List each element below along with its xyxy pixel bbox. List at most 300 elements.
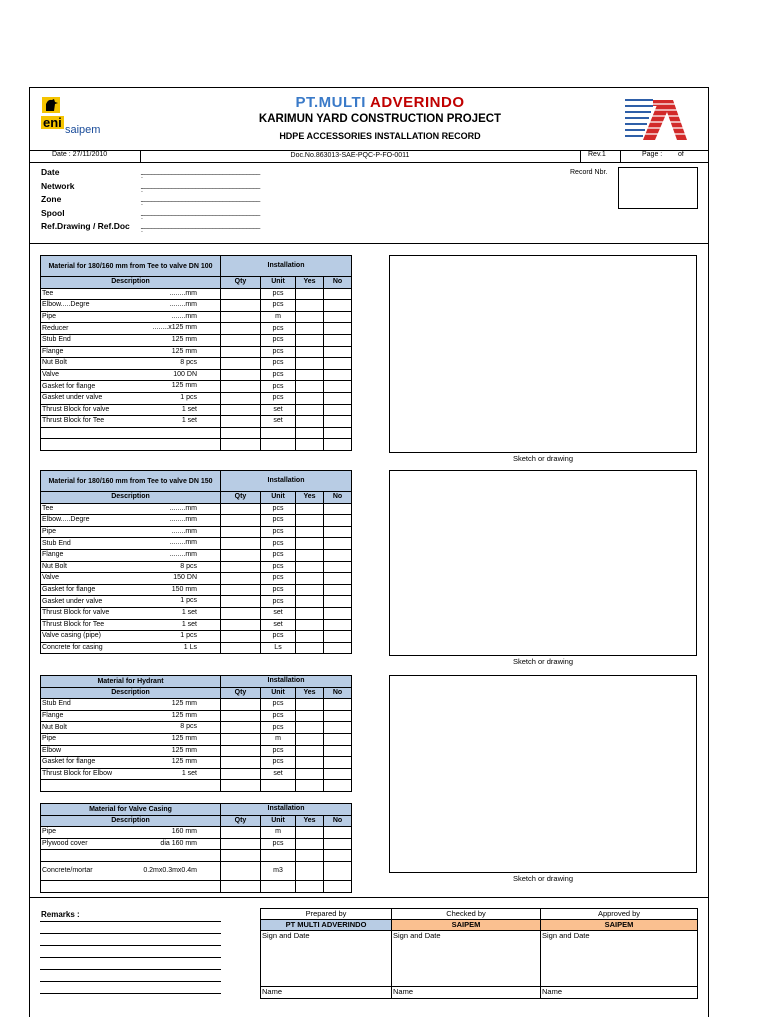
table-row — [41, 526, 352, 538]
qty-cell[interactable] — [221, 538, 261, 550]
qty-cell[interactable] — [221, 300, 261, 312]
no-cell[interactable] — [324, 573, 352, 585]
project-title: KARIMUN YARD CONSTRUCTION PROJECT — [258, 113, 502, 125]
qty-cell[interactable] — [221, 619, 261, 631]
item-description: Stub End — [42, 336, 71, 344]
no-cell[interactable] — [324, 392, 352, 404]
no-cell[interactable] — [324, 850, 352, 862]
date-cell: Date : 27/11/2010 — [52, 151, 108, 158]
no-cell[interactable] — [324, 861, 352, 880]
info-spool-field[interactable] — [141, 206, 260, 221]
company-title — [140, 94, 620, 111]
info-labels — [41, 167, 130, 235]
table-row — [41, 300, 352, 312]
table-row — [41, 416, 352, 428]
unit-cell: pcs — [261, 346, 296, 358]
yes-cell[interactable] — [296, 745, 324, 757]
item-size: 125 mm — [171, 700, 197, 708]
table-row — [41, 584, 352, 596]
column-header-yes: Yes — [296, 277, 324, 289]
table-row — [41, 757, 352, 769]
qty-cell[interactable] — [221, 631, 261, 643]
column-header-yes: Yes — [296, 687, 324, 699]
item-description: Flange — [42, 347, 64, 355]
item-size: ........mm — [169, 516, 197, 524]
no-cell[interactable] — [324, 526, 352, 538]
yes-cell[interactable] — [296, 596, 324, 608]
checked-by-label: Checked by — [392, 909, 541, 920]
column-header-qty: Qty — [221, 492, 261, 504]
yes-cell[interactable] — [296, 710, 324, 722]
unit-cell: pcs — [261, 757, 296, 769]
no-cell[interactable] — [324, 561, 352, 573]
qty-cell[interactable] — [221, 733, 261, 745]
qty-cell[interactable] — [221, 358, 261, 370]
no-cell[interactable] — [324, 369, 352, 381]
unit-cell: set — [261, 404, 296, 416]
approved-sign-date[interactable]: Sign and Date — [541, 931, 698, 987]
unit-cell: pcs — [261, 334, 296, 346]
prepared-sign-date[interactable]: Sign and Date — [261, 931, 392, 987]
table-title: Material for Hydrant — [41, 676, 221, 688]
yes-cell[interactable] — [296, 607, 324, 619]
item-description-cell — [41, 780, 221, 792]
item-size: 125 mm — [171, 711, 197, 719]
item-description-cell — [41, 573, 221, 585]
item-description: Gasket for flange — [42, 758, 96, 766]
colon: : — [141, 200, 143, 207]
yes-cell[interactable] — [296, 584, 324, 596]
no-cell[interactable] — [324, 381, 352, 393]
unit-cell: pcs — [261, 381, 296, 393]
qty-cell[interactable] — [221, 607, 261, 619]
company-title-first: PT.MULTI — [295, 94, 366, 111]
table-row — [41, 619, 352, 631]
signature-table — [260, 908, 698, 999]
table-row — [41, 733, 352, 745]
colon: : — [141, 173, 143, 180]
qty-cell[interactable] — [221, 850, 261, 862]
qty-cell[interactable] — [221, 561, 261, 573]
qty-cell[interactable] — [221, 584, 261, 596]
unit-cell — [261, 780, 296, 792]
item-description-cell — [41, 538, 221, 550]
sketch-box-2[interactable] — [389, 470, 697, 656]
qty-cell[interactable] — [221, 503, 261, 515]
item-description-cell — [41, 369, 221, 381]
record-nbr-label: Record Nbr. — [570, 169, 608, 176]
no-cell[interactable] — [324, 439, 352, 451]
column-header-unit: Unit — [261, 277, 296, 289]
yes-cell[interactable] — [296, 619, 324, 631]
item-description-cell — [41, 710, 221, 722]
unit-cell: pcs — [261, 710, 296, 722]
no-cell[interactable] — [324, 607, 352, 619]
yes-cell[interactable] — [296, 861, 324, 880]
item-size: 100 DN — [173, 370, 197, 378]
table-title: Material for 180/160 mm from Tee to valve DN 100 — [41, 256, 221, 277]
item-description: Gasket for flange — [42, 586, 96, 594]
item-description: Concrete/mortar — [42, 866, 93, 874]
item-description-cell — [41, 526, 221, 538]
qty-cell[interactable] — [221, 515, 261, 527]
item-size: 1 pcs — [180, 597, 197, 605]
colon: : — [141, 213, 143, 221]
yes-cell[interactable] — [296, 300, 324, 312]
yes-cell[interactable] — [296, 699, 324, 711]
table-row — [41, 699, 352, 711]
item-size: 150 mm — [171, 585, 197, 593]
unit-cell: pcs — [261, 392, 296, 404]
item-description: Elbow — [42, 746, 62, 754]
item-size: 125 mm — [171, 347, 197, 355]
no-cell[interactable] — [324, 538, 352, 550]
company-title-second: ADVERINDO — [370, 94, 465, 111]
qty-cell[interactable] — [221, 573, 261, 585]
item-description: Stub End — [42, 539, 71, 547]
installation-header: Installation — [221, 471, 352, 492]
item-size: dia 160 mm — [160, 839, 197, 847]
no-cell[interactable] — [324, 780, 352, 792]
approved-name[interactable]: Name — [541, 987, 698, 999]
approved-by-label: Approved by — [541, 909, 698, 920]
qty-cell[interactable] — [221, 722, 261, 734]
checked-name[interactable]: Name — [392, 987, 541, 999]
no-cell[interactable] — [324, 631, 352, 643]
info-ref-field[interactable] — [141, 219, 260, 234]
column-header-no: No — [324, 815, 352, 827]
material-table-dn100 — [40, 255, 352, 451]
item-size: ........mm — [169, 504, 197, 512]
colon: : — [141, 186, 143, 194]
item-description: Pipe — [42, 735, 57, 743]
item-description-cell — [41, 880, 221, 892]
unit-cell: pcs — [261, 699, 296, 711]
yes-cell[interactable] — [296, 880, 324, 892]
column-header-yes: Yes — [296, 815, 324, 827]
yes-cell[interactable] — [296, 392, 324, 404]
qty-cell[interactable] — [221, 346, 261, 358]
no-cell[interactable] — [324, 427, 352, 439]
prepared-by-label: Prepared by — [261, 909, 392, 920]
unit-cell: pcs — [261, 745, 296, 757]
page-of: of — [678, 151, 684, 158]
remarks-line[interactable] — [40, 957, 221, 958]
remarks-line[interactable] — [40, 981, 221, 982]
yes-cell[interactable] — [296, 311, 324, 323]
yes-cell[interactable] — [296, 515, 324, 527]
item-size: 1 pcs — [180, 393, 197, 401]
material-table-dn150 — [40, 470, 352, 654]
no-cell[interactable] — [324, 838, 352, 850]
no-cell[interactable] — [324, 880, 352, 892]
item-description-cell — [41, 733, 221, 745]
qty-cell[interactable] — [221, 642, 261, 654]
record-nbr-box[interactable] — [618, 167, 698, 209]
unit-cell: pcs — [261, 838, 296, 850]
qty-cell[interactable] — [221, 381, 261, 393]
underline: ___________________________________ — [141, 195, 260, 202]
yes-cell[interactable] — [296, 439, 324, 451]
no-cell[interactable] — [324, 416, 352, 428]
prepared-name[interactable]: Name — [261, 987, 392, 999]
item-description-cell — [41, 323, 221, 335]
yes-cell[interactable] — [296, 416, 324, 428]
unit-cell: set — [261, 416, 296, 428]
table-title: Material for Valve Casing — [41, 804, 221, 816]
unit-cell: pcs — [261, 631, 296, 643]
qty-cell[interactable] — [221, 404, 261, 416]
table-title: Material for 180/160 mm from Tee to valve DN 150 — [41, 471, 221, 492]
item-description: Thrust Block for Tee — [42, 620, 105, 628]
item-description-cell — [41, 503, 221, 515]
no-cell[interactable] — [324, 596, 352, 608]
table-row — [41, 861, 352, 880]
no-cell[interactable] — [324, 710, 352, 722]
column-header-description: Description — [41, 687, 221, 699]
item-size: 1 set — [181, 417, 197, 425]
item-size: .......mm — [171, 312, 197, 320]
yes-cell[interactable] — [296, 323, 324, 335]
unit-cell — [261, 427, 296, 439]
unit-cell: m — [261, 311, 296, 323]
yes-cell[interactable] — [296, 503, 324, 515]
qty-cell[interactable] — [221, 334, 261, 346]
qty-cell[interactable] — [221, 311, 261, 323]
no-cell[interactable] — [324, 515, 352, 527]
info-spool-label: Spool — [41, 207, 65, 218]
qty-cell[interactable] — [221, 861, 261, 880]
table-row — [41, 722, 352, 734]
item-description-cell — [41, 515, 221, 527]
qty-cell[interactable] — [221, 416, 261, 428]
item-description: Thrust Block for valve — [42, 405, 110, 413]
no-cell[interactable] — [324, 733, 352, 745]
no-cell[interactable] — [324, 642, 352, 654]
column-header-no: No — [324, 492, 352, 504]
remarks-line[interactable] — [40, 969, 221, 970]
item-description: Pipe — [42, 828, 57, 836]
unit-cell: set — [261, 607, 296, 619]
yes-cell[interactable] — [296, 526, 324, 538]
qty-cell[interactable] — [221, 710, 261, 722]
unit-cell: pcs — [261, 358, 296, 370]
item-description-cell — [41, 757, 221, 769]
unit-cell: set — [261, 768, 296, 780]
yes-cell[interactable] — [296, 827, 324, 839]
qty-cell[interactable] — [221, 780, 261, 792]
yes-cell[interactable] — [296, 768, 324, 780]
yes-cell[interactable] — [296, 288, 324, 300]
item-size: 150 DN — [173, 574, 197, 582]
qty-cell[interactable] — [221, 757, 261, 769]
qty-cell[interactable] — [221, 699, 261, 711]
eni-text: eni — [43, 115, 62, 130]
item-description-cell — [41, 861, 221, 880]
item-description: Elbow.....Degre — [42, 301, 90, 309]
no-cell[interactable] — [324, 699, 352, 711]
no-cell[interactable] — [324, 346, 352, 358]
checked-sign-date[interactable]: Sign and Date — [392, 931, 541, 987]
table-row — [41, 427, 352, 439]
no-cell[interactable] — [324, 404, 352, 416]
qty-cell[interactable] — [221, 439, 261, 451]
no-cell[interactable] — [324, 722, 352, 734]
unit-cell: pcs — [261, 526, 296, 538]
no-cell[interactable] — [324, 288, 352, 300]
unit-cell: pcs — [261, 503, 296, 515]
checked-company: SAIPEM — [392, 920, 541, 931]
no-cell[interactable] — [324, 757, 352, 769]
yes-cell[interactable] — [296, 358, 324, 370]
yes-cell[interactable] — [296, 381, 324, 393]
unit-cell: pcs — [261, 573, 296, 585]
sketch-box-3[interactable] — [389, 675, 697, 873]
qty-cell[interactable] — [221, 323, 261, 335]
revision: Rev.1 — [588, 151, 606, 158]
pma-logo — [623, 96, 691, 144]
yes-cell[interactable] — [296, 334, 324, 346]
remarks-line[interactable] — [40, 945, 221, 946]
qty-cell[interactable] — [221, 745, 261, 757]
qty-cell[interactable] — [221, 827, 261, 839]
yes-cell[interactable] — [296, 369, 324, 381]
info-network-field[interactable] — [141, 179, 260, 194]
qty-cell[interactable] — [221, 288, 261, 300]
no-cell[interactable] — [324, 745, 352, 757]
remarks-line[interactable] — [40, 921, 221, 922]
table-row — [41, 392, 352, 404]
qty-cell[interactable] — [221, 427, 261, 439]
item-description-cell — [41, 549, 221, 561]
item-description-cell — [41, 768, 221, 780]
unit-cell: m — [261, 827, 296, 839]
unit-cell: pcs — [261, 549, 296, 561]
unit-cell: pcs — [261, 722, 296, 734]
underline: ___________________________________ — [141, 208, 260, 216]
yes-cell[interactable] — [296, 573, 324, 585]
item-description: Flange — [42, 551, 64, 559]
yes-cell[interactable] — [296, 549, 324, 561]
table-row — [41, 607, 352, 619]
info-zone-field[interactable] — [141, 192, 260, 207]
yes-cell[interactable] — [296, 722, 324, 734]
yes-cell[interactable] — [296, 561, 324, 573]
table-row — [41, 631, 352, 643]
underline: ___________________________________ — [141, 181, 260, 189]
column-header-unit: Unit — [261, 815, 296, 827]
doc-number: Doc.No.863013-SAE-PQC-P-FO-0011 — [290, 152, 410, 159]
qty-cell[interactable] — [221, 768, 261, 780]
qty-cell[interactable] — [221, 880, 261, 892]
yes-cell[interactable] — [296, 850, 324, 862]
info-date-field[interactable] — [141, 165, 260, 180]
item-size: 1 set — [181, 769, 197, 777]
unit-cell: pcs — [261, 596, 296, 608]
unit-cell: pcs — [261, 515, 296, 527]
no-cell[interactable] — [324, 549, 352, 561]
table-row — [41, 334, 352, 346]
yes-cell[interactable] — [296, 733, 324, 745]
table-row — [41, 538, 352, 550]
info-values — [141, 165, 260, 234]
no-cell[interactable] — [324, 311, 352, 323]
no-cell[interactable] — [324, 584, 352, 596]
sketch-box-1[interactable] — [389, 255, 697, 453]
item-description: Thrust Block for Elbow — [42, 770, 113, 778]
qty-cell[interactable] — [221, 369, 261, 381]
qty-cell[interactable] — [221, 392, 261, 404]
item-size: ........mm — [169, 301, 197, 309]
prepared-company: PT MULTI ADVERINDO — [261, 920, 392, 931]
column-header-qty: Qty — [221, 277, 261, 289]
table-row — [41, 503, 352, 515]
column-header-unit: Unit — [261, 492, 296, 504]
table-row — [41, 311, 352, 323]
item-description: Thrust Block for Tee — [42, 417, 105, 425]
no-cell[interactable] — [324, 768, 352, 780]
approved-company: SAIPEM — [541, 920, 698, 931]
yes-cell[interactable] — [296, 427, 324, 439]
yes-cell[interactable] — [296, 404, 324, 416]
qty-cell[interactable] — [221, 549, 261, 561]
yes-cell[interactable] — [296, 642, 324, 654]
no-cell[interactable] — [324, 619, 352, 631]
item-size: .......mm — [171, 527, 197, 535]
no-cell[interactable] — [324, 334, 352, 346]
no-cell[interactable] — [324, 300, 352, 312]
item-description: Reducer — [42, 324, 69, 332]
remarks-line[interactable] — [40, 933, 221, 934]
item-description: Valve — [42, 574, 59, 582]
item-size: 8 pcs — [180, 723, 197, 731]
item-description-cell — [41, 619, 221, 631]
column-header-qty: Qty — [221, 687, 261, 699]
info-date-label: Date — [41, 167, 60, 177]
table-row — [41, 404, 352, 416]
column-header-description: Description — [41, 815, 221, 827]
no-cell[interactable] — [324, 358, 352, 370]
item-description-cell — [41, 427, 221, 439]
yes-cell[interactable] — [296, 631, 324, 643]
column-header-qty: Qty — [221, 815, 261, 827]
qty-cell[interactable] — [221, 526, 261, 538]
item-description: Nut Bolt — [42, 359, 67, 367]
info-ref-label: Ref.Drawing / Ref.Doc — [41, 221, 130, 231]
no-cell[interactable] — [324, 323, 352, 335]
remarks-label: Remarks : — [41, 910, 80, 919]
yes-cell[interactable] — [296, 838, 324, 850]
table-row — [41, 346, 352, 358]
item-description-cell — [41, 642, 221, 654]
yes-cell[interactable] — [296, 538, 324, 550]
no-cell[interactable] — [324, 827, 352, 839]
item-description-cell — [41, 346, 221, 358]
yes-cell[interactable] — [296, 346, 324, 358]
table-row — [41, 381, 352, 393]
yes-cell[interactable] — [296, 780, 324, 792]
remarks-line[interactable] — [40, 993, 221, 994]
no-cell[interactable] — [324, 503, 352, 515]
item-size: 1 set — [181, 620, 197, 628]
item-description-cell — [41, 439, 221, 451]
item-description: Plywood cover — [42, 840, 88, 848]
yes-cell[interactable] — [296, 757, 324, 769]
table-row — [41, 369, 352, 381]
unit-cell: pcs — [261, 300, 296, 312]
qty-cell[interactable] — [221, 838, 261, 850]
qty-cell[interactable] — [221, 596, 261, 608]
